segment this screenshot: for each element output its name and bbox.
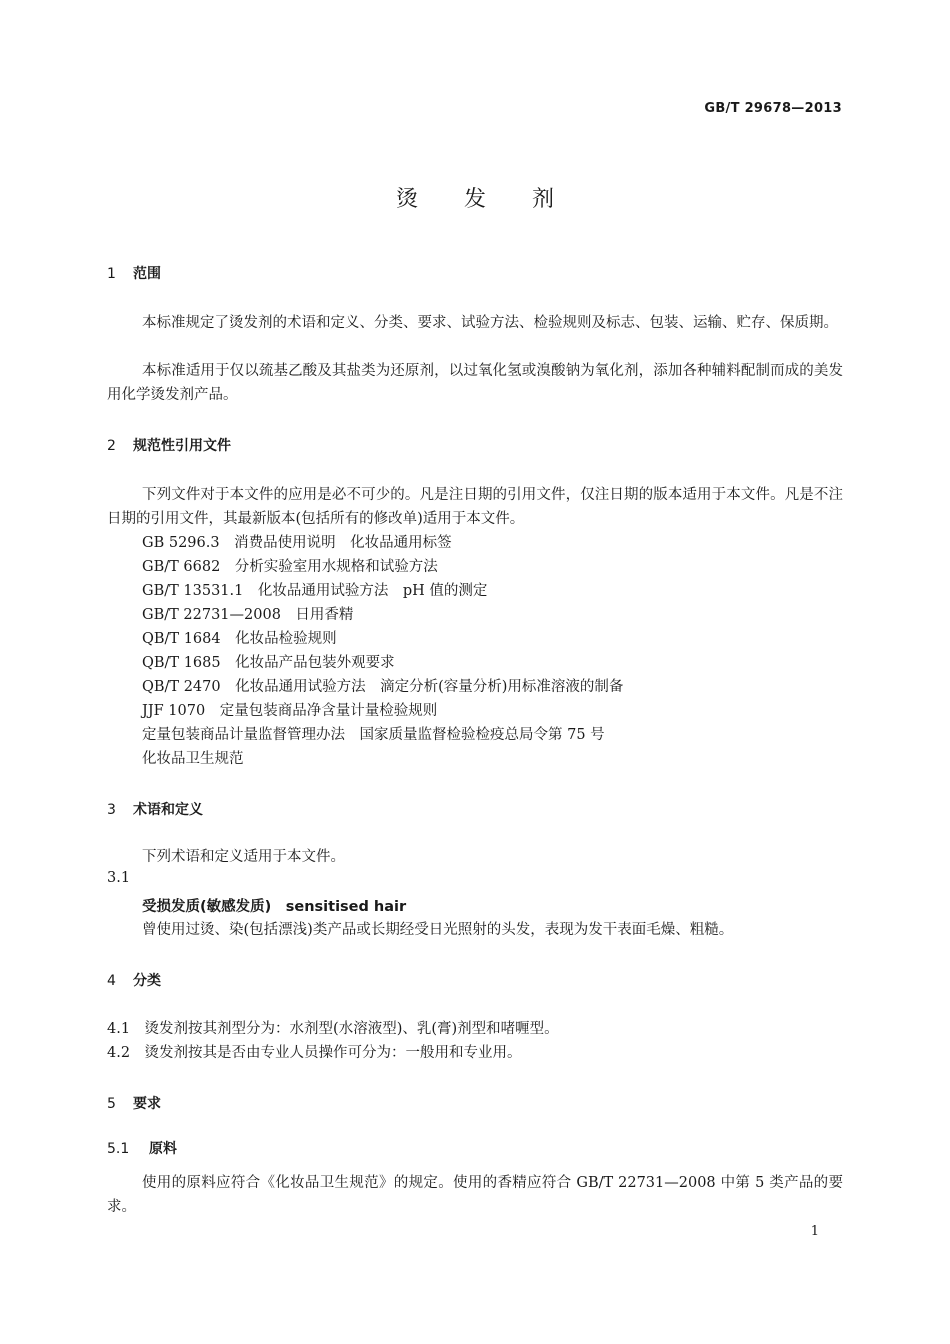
clause-5-1-heading	[107, 1138, 177, 1158]
section-title: 要求	[133, 1096, 161, 1112]
standard-number: GB/T 29678—2013	[704, 101, 842, 116]
section-number: 2	[107, 438, 116, 454]
page-number: 1	[810, 1224, 819, 1239]
term-sensitised-hair: 受损发质(敏感发质) sensitised hair	[142, 899, 407, 915]
section-5-heading	[107, 1093, 161, 1113]
reference-item: GB/T 6682 分析实验室用水规格和试验方法	[142, 559, 438, 575]
section-3-heading	[107, 799, 203, 819]
reference-item: 定量包装商品计量监督管理办法 国家质量监督检验检疫总局令第 75 号	[142, 727, 605, 743]
section-title: 范围	[133, 266, 161, 282]
clause-5-1-paragraph: 使用的原料应符合《化妆品卫生规范》的规定。使用的香精应符合 GB/T 22731—2008 中第 5 类产品的要求。	[107, 1175, 843, 1215]
section-title: 分类	[133, 973, 161, 989]
clause-3-1-number: 3.1	[107, 870, 131, 886]
reference-item: GB 5296.3 消费品使用说明 化妆品通用标签	[142, 535, 452, 551]
section-title: 规范性引用文件	[133, 438, 231, 454]
reference-item: GB/T 13531.1 化妆品通用试验方法 pH 值的测定	[142, 583, 488, 599]
clause-4-1: 4.1 烫发剂按其剂型分为：水剂型(水溶液型)、乳(膏)剂型和啫喱型。	[107, 1021, 559, 1037]
document-title: 烫发剂	[395, 187, 600, 212]
section-number: 1	[107, 266, 116, 282]
section-2-paragraph-1: 下列文件对于本文件的应用是必不可少的。凡是注日期的引用文件，仅注日期的版本适用于本文件。凡是不注日期的引用文件，其最新版本(包括所有的修改单)适用于本文件。	[107, 487, 843, 527]
section-4-heading	[107, 970, 161, 990]
clause-4-2: 4.2 烫发剂按其是否由专业人员操作可分为：一般用和专业用。	[107, 1045, 522, 1061]
reference-item: QB/T 1684 化妆品检验规则	[142, 631, 337, 647]
section-3-paragraph-1: 下列术语和定义适用于本文件。	[142, 849, 345, 865]
section-title: 术语和定义	[133, 802, 203, 818]
reference-item: QB/T 2470 化妆品通用试验方法 滴定分析(容量分析)用标准溶液的制备	[142, 679, 624, 695]
section-number: 3	[107, 802, 116, 818]
section-2-heading	[107, 435, 231, 455]
section-1-heading	[107, 263, 161, 283]
section-number: 4	[107, 973, 116, 989]
reference-item: QB/T 1685 化妆品产品包装外观要求	[142, 655, 395, 671]
section-number: 5	[107, 1096, 116, 1112]
reference-item: JJF 1070 定量包装商品净含量计量检验规则	[142, 703, 438, 719]
reference-item: GB/T 22731—2008 日用香精	[142, 607, 354, 623]
section-1-paragraph-1: 本标准规定了烫发剂的术语和定义、分类、要求、试验方法、检验规则及标志、包装、运输、贮存、保质期。	[142, 315, 838, 331]
section-1-paragraph-2: 本标准适用于仅以巯基乙酸及其盐类为还原剂，以过氧化氢或溴酸钠为氧化剂，添加各种辅料配制而成的美发用化学烫发剂产品。	[107, 363, 843, 403]
clause-title: 原料	[149, 1141, 177, 1157]
reference-item: 化妆品卫生规范	[142, 751, 244, 767]
clause-number: 5.1	[107, 1141, 130, 1157]
term-definition: 曾使用过烫、染(包括漂浅)类产品或长期经受日光照射的头发，表现为发干表面毛燥、粗糙。	[142, 922, 734, 938]
